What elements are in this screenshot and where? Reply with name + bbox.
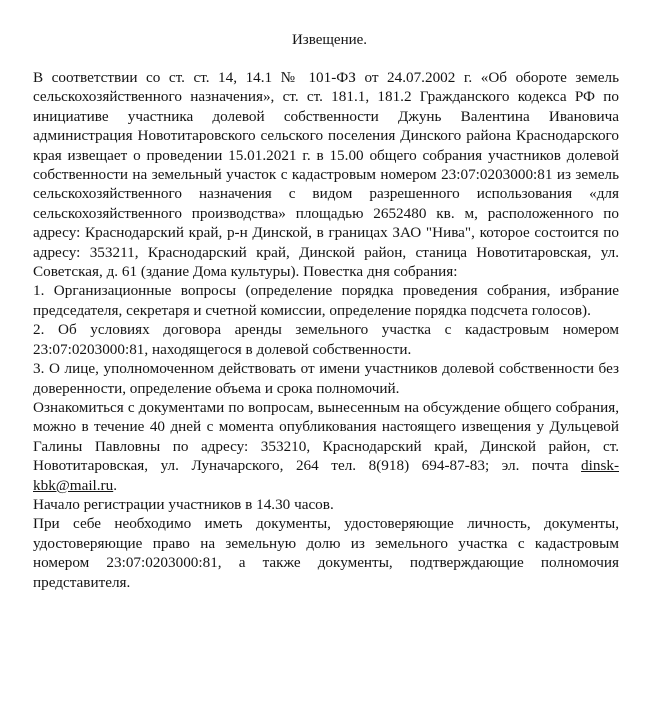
- agenda-item-3: 3. О лице, уполномоченном действовать от имени участников долевой собственности без доверенности, определение объема и срока полномочий.: [33, 360, 619, 397]
- agenda-item-2: 2. Об условиях договора аренды земельного участка с кадастровым номером 23:07:0203000:81, находящегося в долевой собственности.: [33, 321, 619, 358]
- registration-paragraph: Начало регистрации участников в 14.30 часов.: [33, 495, 334, 513]
- agenda-item-1: 1. Организационные вопросы (определение порядка проведения собрания, избрание председателя, секретаря и счетной комиссии, определение порядка подсчета голосов).: [33, 282, 619, 319]
- email-link[interactable]: dinsk-kbk@mail.ru: [33, 457, 620, 494]
- document-body: [33, 68, 619, 592]
- documents-note-paragraph: При себе необходимо иметь документы, удостоверяющие личность, документы, удостоверяющие право на земельную долю из земельного участка с кадастровым номером 23:07:0203000:81, а также документы, подтверждающие полномочия представителя.: [33, 515, 619, 591]
- email-suffix: .: [113, 476, 118, 494]
- document-title: Извещение.: [291, 32, 368, 48]
- familiarize-paragraph: [33, 398, 619, 495]
- intro-paragraph: В соответствии со ст. ст. 14, 14.1 № 101-ФЗ от 24.07.2002 г. «Об обороте земель сельскохозяйственного назначения», ст. ст. 181.1, 181.2 Гражданского кодекса РФ по инициативе участника долевой собственности Джунь Валентина Ивановича администрация Новотитаровского сельского поселения Динского района Краснодарского края извещает о проведении 15.01.2021 г. в 15.00 общего собрания участников долевой собственности на земельный участок с кадастровым номером 23:07:0203000:81 из земель сельскохозяйственного назначения с видом разрешенного использования «для сельскохозяйственного производства» площадью 2652480 кв. м, расположенного по адресу: Краснодарский край, р-н Динской, в границах ЗАО "Нива", которое состоится по адресу: 353211, Краснодарский край, Динской район, станица Новотитаровская, ул. Советская, д. 61 (здание Дома культуры). Повестка дня собрания:: [33, 69, 619, 281]
- familiarize-text: Ознакомиться с документами по вопросам, вынесенным на обсуждение общего собрания, можно в течение 40 дней с момента опубликования настоящего извещения у Дульцевой Галины Павловны по адресу: 353210, Краснодарский край, Динской район, ст. Новотитаровская, ул. Луначарского, 264 тел. 8(918) 694-87-83; эл. почта: [33, 398, 619, 475]
